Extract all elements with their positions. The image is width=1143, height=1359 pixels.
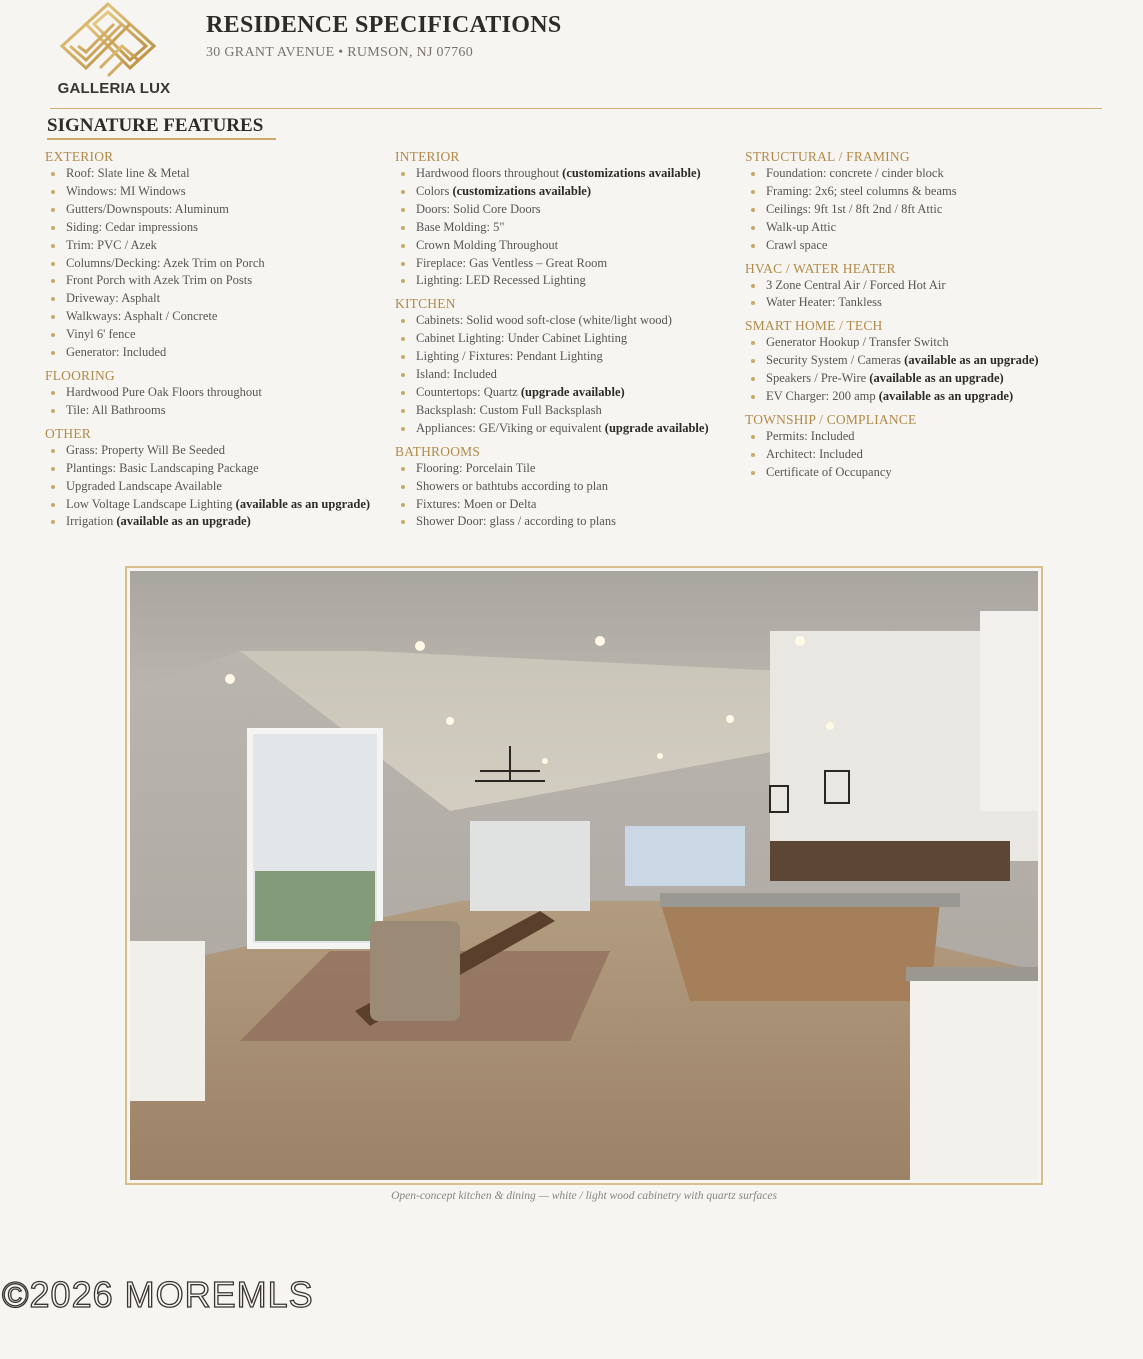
feature-item: Water Heater: Tankless [745, 294, 1105, 312]
feature-item: Shower Door: glass / according to plans [395, 513, 740, 531]
feature-note: (available as an upgrade) [116, 514, 251, 529]
feature-list [745, 277, 1105, 313]
feature-item: Windows: MI Windows [45, 183, 385, 201]
group-heading: EXTERIOR [45, 149, 114, 164]
feature-item: Countertops: Quartz (upgrade available) [395, 384, 740, 402]
feature-note: (upgrade available) [604, 420, 709, 435]
feature-item: Cabinets: Solid wood soft-close (white/light wood) [395, 312, 740, 330]
feature-item: Crown Molding Throughout [395, 237, 740, 255]
feature-note: (upgrade available) [520, 384, 625, 399]
feature-item: Grass: Property Will Be Seeded [45, 442, 385, 460]
feature-item: Backsplash: Custom Full Backsplash [395, 402, 740, 420]
feature-item: Permits: Included [745, 428, 1105, 446]
feature-item: Walkways: Asphalt / Concrete [45, 308, 385, 326]
feature-item: Base Molding: 5" [395, 219, 740, 237]
features-column-1 [45, 148, 385, 536]
page-title: RESIDENCE SPECIFICATIONS [206, 12, 562, 38]
group-heading: BATHROOMS [395, 443, 481, 459]
copyright-watermark: ©2026 MOREMLS [2, 1274, 314, 1315]
feature-item: Speakers / Pre-Wire (available as an upgrade) [745, 370, 1105, 388]
logo-mark-icon [60, 2, 156, 80]
feature-item: 3 Zone Central Air / Forced Hot Air [745, 277, 1105, 295]
feature-item: Architect: Included [745, 446, 1105, 464]
feature-item: Colors (customizations available) [395, 183, 740, 201]
feature-note: (customizations available) [452, 183, 592, 198]
photo-caption: Open-concept kitchen & dining — white / light wood cabinetry with quartz surfaces [391, 1190, 777, 1202]
feature-item: Gutters/Downspouts: Aluminum [45, 201, 385, 219]
group-heading: SMART HOME / TECH [745, 318, 883, 334]
feature-list [45, 442, 385, 532]
kitchen-dining-illustration [130, 571, 1038, 1180]
feature-item: EV Charger: 200 amp (available as an upgrade) [745, 388, 1105, 406]
feature-item: Foundation: concrete / cinder block [745, 165, 1105, 183]
kitchen-dining-photo [130, 571, 1038, 1180]
feature-item: Flooring: Porcelain Tile [395, 460, 740, 478]
feature-note: (available as an upgrade) [904, 353, 1039, 368]
property-address: 30 GRANT AVENUE • RUMSON, NJ 07760 [206, 45, 473, 60]
feature-item: Upgraded Landscape Available [45, 478, 385, 496]
features-column-3 [745, 148, 1105, 487]
feature-note: (available as an upgrade) [878, 389, 1014, 404]
feature-note: (customizations available) [562, 166, 701, 180]
group-heading: KITCHEN [395, 296, 456, 312]
brand-logo [50, 2, 170, 102]
section-title: SIGNATURE FEATURES [47, 115, 264, 136]
feature-item: Lighting: LED Recessed Lighting [395, 272, 740, 290]
feature-item: Lighting / Fixtures: Pendant Lighting [395, 348, 740, 366]
group-heading: HVAC / WATER HEATER [745, 260, 896, 276]
feature-list [45, 165, 385, 362]
feature-list [395, 165, 740, 290]
feature-item: Siding: Cedar impressions [45, 219, 385, 237]
group-heading: INTERIOR [395, 149, 460, 164]
photo-frame [125, 566, 1043, 1185]
feature-item: Ceilings: 9ft 1st / 8ft 2nd / 8ft Attic [745, 201, 1105, 219]
features-column-2 [395, 148, 740, 536]
feature-list [45, 384, 385, 420]
feature-item: Framing: 2x6; steel columns & beams [745, 183, 1105, 201]
feature-item: Generator: Included [45, 344, 385, 362]
feature-item: Generator Hookup / Transfer Switch [745, 334, 1105, 352]
feature-item: Walk-up Attic [745, 219, 1105, 237]
feature-item: Cabinet Lighting: Under Cabinet Lighting [395, 330, 740, 348]
feature-item: Columns/Decking: Azek Trim on Porch [45, 255, 385, 273]
feature-item: Doors: Solid Core Doors [395, 201, 740, 219]
brand-name: GALLERIA LUX [57, 80, 171, 97]
feature-item: Plantings: Basic Landscaping Package [45, 460, 385, 478]
feature-item: Fireplace: Gas Ventless – Great Room [395, 255, 740, 273]
feature-item: Showers or bathtubs according to plan [395, 478, 740, 496]
feature-item: Island: Included [395, 366, 740, 384]
feature-note: (available as an upgrade) [869, 371, 1004, 386]
group-heading: FLOORING [45, 367, 115, 383]
feature-item: Hardwood Pure Oak Floors throughout [45, 384, 385, 402]
feature-list [745, 334, 1105, 406]
group-heading: STRUCTURAL / FRAMING [745, 149, 910, 164]
feature-list [395, 460, 740, 532]
feature-item: Trim: PVC / Azek [45, 237, 385, 255]
feature-item: Certificate of Occupancy [745, 464, 1105, 482]
feature-item: Appliances: GE/Viking or equivalent (upgrade available) [395, 420, 740, 438]
feature-item: Security System / Cameras (available as an upgrade) [745, 352, 1105, 370]
feature-item: Irrigation (available as an upgrade) [45, 513, 385, 531]
group-heading: TOWNSHIP / COMPLIANCE [745, 411, 917, 427]
header-divider [50, 108, 1102, 109]
feature-item: Front Porch with Azek Trim on Posts [45, 272, 385, 290]
group-heading: OTHER [45, 425, 91, 441]
feature-item: Low Voltage Landscape Lighting (available as an upgrade) [45, 496, 385, 514]
feature-item: Vinyl 6' fence [45, 326, 385, 344]
feature-note: (available as an upgrade) [235, 496, 371, 511]
feature-list [745, 165, 1105, 255]
feature-item: Tile: All Bathrooms [45, 402, 385, 420]
feature-item: Crawl space [745, 237, 1105, 255]
feature-item: Fixtures: Moen or Delta [395, 496, 740, 514]
feature-item: Driveway: Asphalt [45, 290, 385, 308]
feature-list [745, 428, 1105, 482]
section-title-underline [47, 138, 276, 140]
feature-list [395, 312, 740, 437]
feature-item: Roof: Slate line & Metal [45, 165, 385, 183]
feature-item: Hardwood floors throughout (customizations available) [395, 165, 740, 183]
